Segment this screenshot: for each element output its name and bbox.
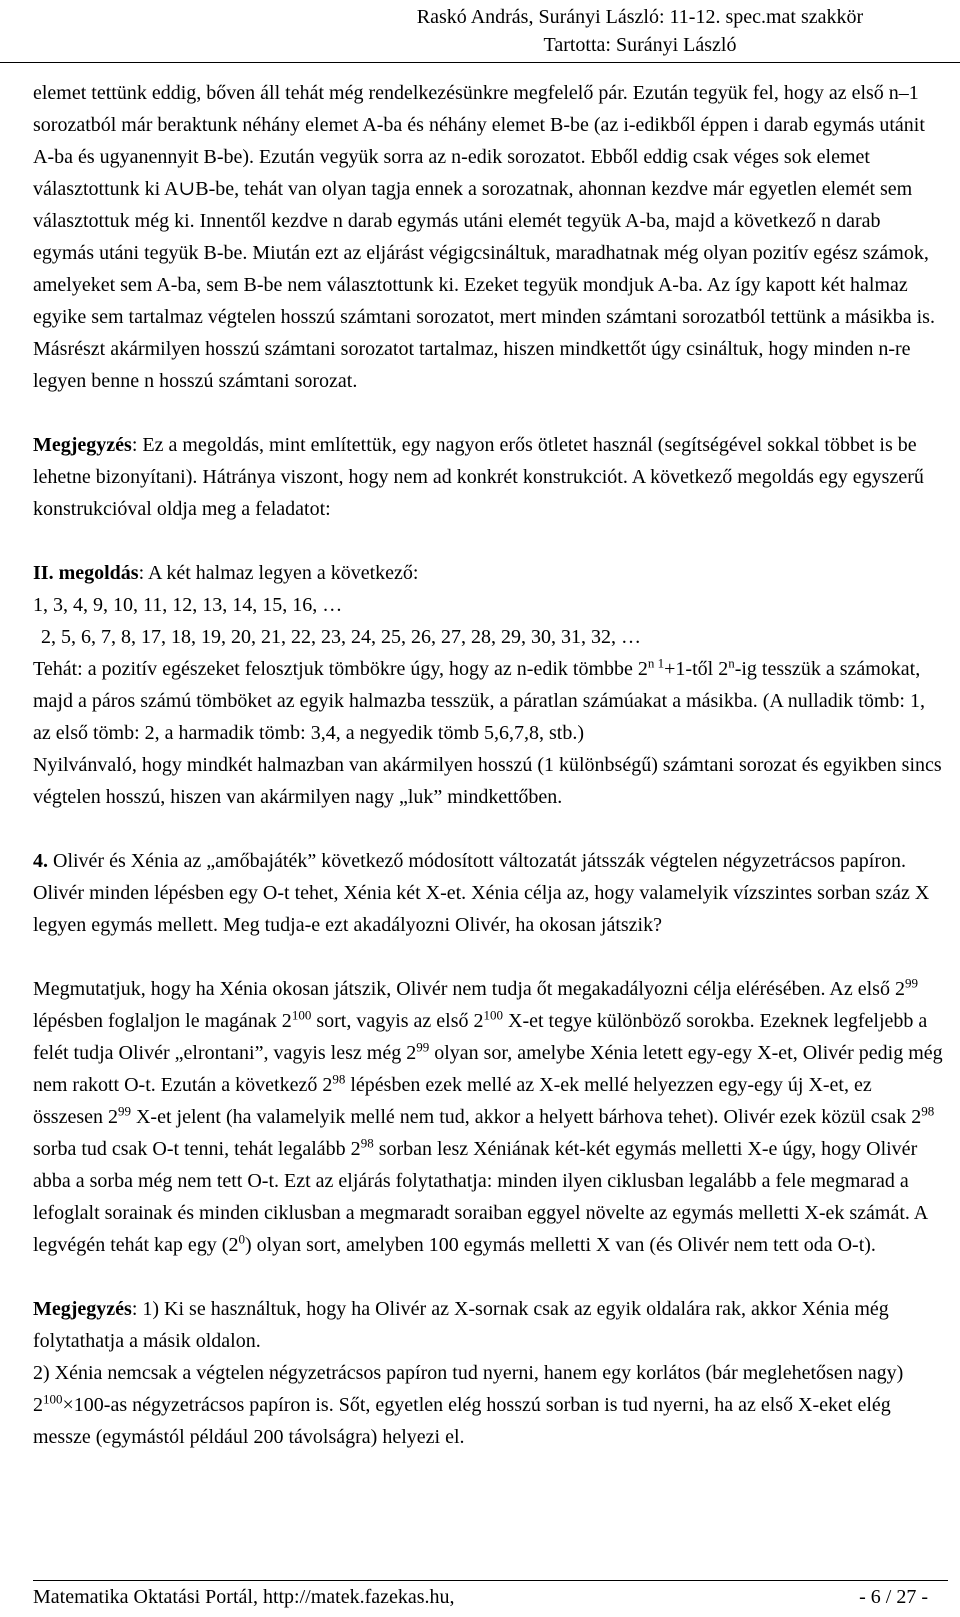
note2-label: Megjegyzés (33, 1298, 132, 1320)
paragraph-proof-continuation: elemet tettünk eddig, bőven áll tehát még rendelkezésünkre megfelelő pár. Ezután tegyük fel, hogy az első n–1 sorozatból már beraktunk néhány elemet A-ba és néhány elemet B-be (az i-edikből éppen i darab egymás utánit A-ba és ugyanennyit B-be). Ezután vegyük sorra az n-edik sorozatot. Ebből eddig csak véges sok elemet választottunk ki A∪B-be, tehát van olyan tagja ennek a sorozatnak, ahonnan kezdve már egyetlen elemét sem választottuk még ki. Innentől kezdve n darab egymás utáni elemét tegyük A-ba, majd a következő n darab egymás utáni tegyük B-be. Miután ezt az eljárást végigcsináltuk, maradhatnak még olyan pozitív egész számok, amelyeket sem A-ba, sem B-be nem választottunk ki. Ezeket tegyük mondjuk A-ba. Az így kapott két halmaz egyike sem tartalmaz végtelen hosszú számtani sorozatot, mert minden számtani sorozatból tettünk a másikba is. Másrészt akármilyen hosszú számtani sorozatot tartalmaz, hiszen mindkettőt úgy csináltuk, hogy minden n-re legyen benne n hosszú számtani sorozat. (33, 82, 935, 392)
footer-rule (33, 1580, 948, 1581)
document-body (33, 77, 943, 1453)
problem-4: 4. Olivér és Xénia az „amőbajáték” következő módosított változatát játsszák végtelen négyzetrácsos papíron. Olivér minden lépésben egy O-t tehet, Xénia két X-et. Xénia célja az, hogy valamelyik vízszintes sorban száz X legyen egymás mellett. Meg tudja-e ezt akadályozni Olivér, ha okosan játszik? (33, 850, 930, 936)
paragraph-note2: Megjegyzés: 1) Ki se használtuk, hogy ha Olivér az X-sornak csak az egyik oldalára rak, akkor Xénia még folytathatja a másik oldalon. (33, 1298, 889, 1352)
paragraph-blocks: Tehát: a pozitív egészeket felosztjuk tömbökre úgy, hogy az n-edik tömbbe $2^{n 1}+1$-től 2$^n$-ig tesszük a számokat, majd a páros számú tömböket az egyik halmazba tesszük, a páratlan számúakat a másikba. (A nulladik tömb: 1, az első tömb: 2, a harmadik tömb: 3,4, a negyedik tömb 5,6,7,8, stb.) (33, 655, 925, 744)
header-line1: Raskó András, Surányi László: 11-12. spec.mat szakkör (416, 6, 864, 28)
paragraph-solution2: II. megoldás: A két halmaz legyen a következő: (33, 562, 419, 584)
paragraph-note2-part2: 2) Xénia nemcsak a végtelen négyzetrácsos papíron tud nyerni, hanem egy korlátos (bár meglehetősen nagy) $2^{100}\times 100-as$ négyzetrácsos papíron is. Sőt, egyetlen elég hosszú sorban is tud nyerni, ha az első X-eket elég messze (egymástól például 200 távolságra) helyezi el. (33, 1362, 904, 1448)
set-b-list: 2, 5, 6, 7, 8, 17, 18, 19, 20, 21, 22, 23, 24, 25, 26, 27, 28, 29, 30, 31, 32, … (41, 626, 641, 648)
set-a-list: 1, 3, 4, 9, 10, 11, 12, 13, 14, 15, 16, … (33, 594, 343, 616)
page-header (330, 3, 950, 59)
problem-4-number: 4. (33, 850, 48, 872)
footer-source-link[interactable]: Matematika Oktatási Portál, http://matek.fazekas.hu, (33, 1586, 455, 1608)
note1-label: Megjegyzés (33, 434, 132, 456)
header-line2: Tartotta: Surányi László (543, 34, 737, 56)
paragraph-obvious: Nyilvánvaló, hogy mindkét halmazban van akármilyen hosszú (1 különbségű) számtani sorozat és egyikben sincs végtelen hosszú, hiszen van akármilyen nagy „luk” mindkettőben. (33, 754, 942, 808)
page-number: - 6 / 27 - (859, 1586, 928, 1608)
header-rule (0, 62, 960, 63)
paragraph-solution4: Megmutatjuk, hogy ha Xénia okosan játszik, Olivér nem tudja őt megakadályozni célja elérésében. Az első $2^{99}$ lépésben foglaljon le magának $2^{100}$ sort, vagyis az első $2^{100}$ X-et tegye különböző sorokba. Ezeknek legfeljebb a felét tudja Olivér „elrontani”, vagyis lesz még $2^{99}$ olyan sor, amelybe Xénia letett egy-egy X-et, Olivér pedig még nem rakott O-t. Ezután a következő $2^{98}$ lépésben ezek mellé az X-ek mellé helyezzen egy-egy új X-et, ez összesen $2^{99}$ X-et jelent (ha valamelyik mellé nem tud, akkor a helyett bárhova tehet). Olivér ezek közül csak $2^{98}$ sorba tud csak O-t tenni, tehát legalább $2^{98}$ sorban lesz Xéniának két-két egymás melletti X-e úgy, hogy Olivér abba a sorba még nem tett O-t. Ezt az eljárás folytathatja: minden ilyen ciklusban legalább a fele megmarad a lefoglalt sorainak és minden ciklusban a megmaradt soraiban eggyel növelte az egymás melletti X-ek számát. A legvégén tehát kap egy $(2^0)$ olyan sort, amelyben 100 egymás melletti X van (és Olivér nem tett oda O-t). (33, 975, 943, 1256)
page-footer (33, 1583, 928, 1611)
solution2-label: II. megoldás (33, 562, 139, 584)
paragraph-note1: Megjegyzés: Ez a megoldás, mint említettük, egy nagyon erős ötletet használ (segítségével sokkal többet is be lehetne bizonyítani). Hátránya viszont, hogy nem ad konkrét konstrukciót. A következő megoldás egy egyszerű konstrukcióval oldja meg a feladatot: (33, 434, 924, 520)
